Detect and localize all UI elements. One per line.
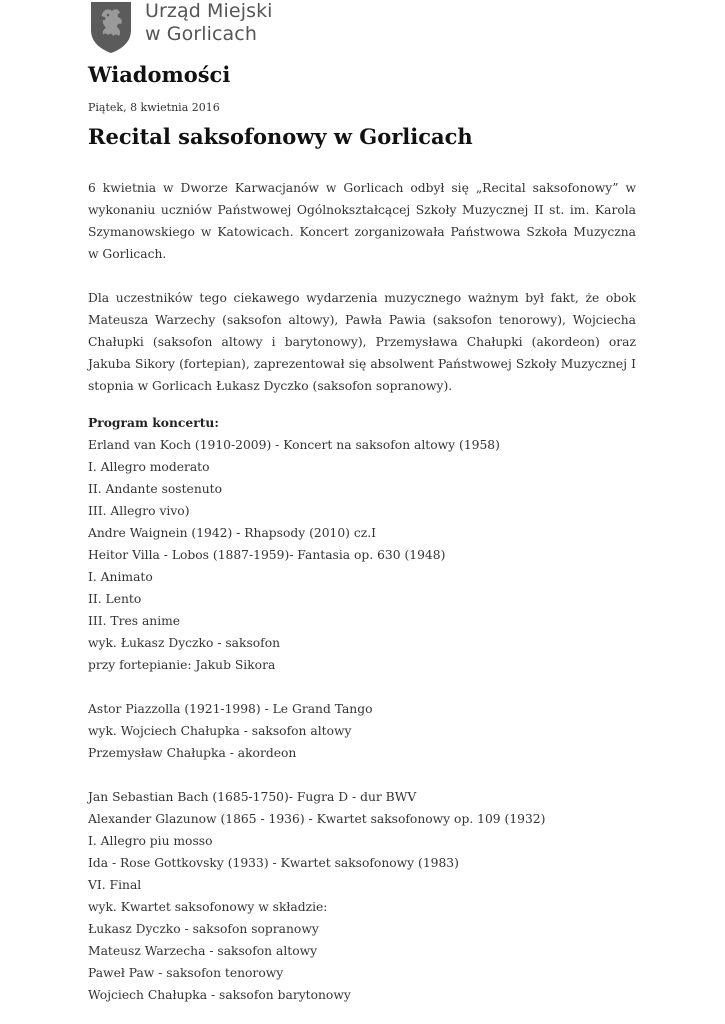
program-line: Astor Piazzolla (1921-1998) - Le Grand Tango [88, 702, 373, 716]
program-line: II. Lento [88, 592, 142, 606]
program-line: III. Allegro vivo) [88, 504, 190, 518]
program-block-1 [88, 434, 636, 676]
program-block-3 [88, 786, 636, 1006]
city-crest-icon [88, 0, 134, 58]
program-line: Ida - Rose Gottkovsky (1933) - Kwartet saksofonowy (1983) [88, 856, 459, 870]
program-line: wyk. Wojciech Chałupka - saksofon altowy [88, 724, 352, 738]
article-body [88, 177, 636, 1006]
site-name[interactable] [145, 0, 273, 46]
program-line: Jan Sebastian Bach (1685-1750)- Fugra D - dur BWV [88, 790, 417, 804]
program-line: II. Andante sostenuto [88, 482, 223, 496]
program-line: I. Animato [88, 570, 153, 584]
program-line: Wojciech Chałupka - saksofon barytonowy [88, 988, 351, 1002]
program-line: Łukasz Dyczko - saksofon sopranowy [88, 922, 319, 936]
program-line: Przemysław Chałupka - akordeon [88, 746, 297, 760]
article-paragraph-2: Dla uczestników tego ciekawego wydarzenia muzycznego ważnym był fakt, że obok Mateusza Warzechy (saksofon altowy), Pawła Pawia (saksofon tenorowy), Wojciecha Chałupki (saksofon altowy i barytonowy), Przemysława Chałupki (akordeon) oraz Jakuba Sikory (fortepian), zaprezentował się absolwent Państwowej Szkoły Muzycznej I stopnia w Gorlicach Łukasz Dyczko (saksofon sopranowy). [88, 291, 636, 393]
site-name-line1: Urząd Miejski [145, 0, 273, 22]
program-line: Alexander Glazunow (1865 - 1936) - Kwartet saksofonowy op. 109 (1932) [88, 812, 546, 826]
program-block-2 [88, 698, 636, 764]
section-title: Wiadomości [88, 62, 231, 87]
article-title: Recital saksofonowy w Gorlicach [88, 124, 473, 149]
program-line: VI. Final [88, 878, 142, 892]
site-name-line2: w Gorlicach [145, 23, 257, 45]
program-line: Erland van Koch (1910-2009) - Koncert na saksofon altowy (1958) [88, 438, 500, 452]
site-header [88, 0, 273, 56]
program-line: III. Tres anime [88, 614, 181, 628]
article-paragraph-1: 6 kwietnia w Dworze Karwacjanów w Gorlicach odbył się „Recital saksofonowy” w wykonaniu uczniów Państwowej Ogólnokształcącej Szkoły Muzycznej II st. im. Karola Szymanowskiego w Katowicach. Koncert zorganizowała Państwowa Szkoła Muzyczna w Gorlicach. [88, 181, 636, 261]
program-line: I. Allegro piu mosso [88, 834, 213, 848]
program-line: wyk. Łukasz Dyczko - saksofon [88, 636, 281, 650]
program-line: Paweł Paw - saksofon tenorowy [88, 966, 284, 980]
article-date: Piątek, 8 kwietnia 2016 [88, 101, 220, 114]
program-line: I. Allegro moderato [88, 460, 210, 474]
program-heading: Program koncertu: [88, 415, 219, 430]
program-line: wyk. Kwartet saksofonowy w składzie: [88, 900, 328, 914]
program-line: Mateusz Warzecha - saksofon altowy [88, 944, 318, 958]
program-line: Heitor Villa - Lobos (1887-1959)- Fantasia op. 630 (1948) [88, 548, 446, 562]
program-line: Andre Waignein (1942) - Rhapsody (2010) cz.I [88, 526, 377, 540]
program-line: przy fortepianie: Jakub Sikora [88, 658, 276, 672]
